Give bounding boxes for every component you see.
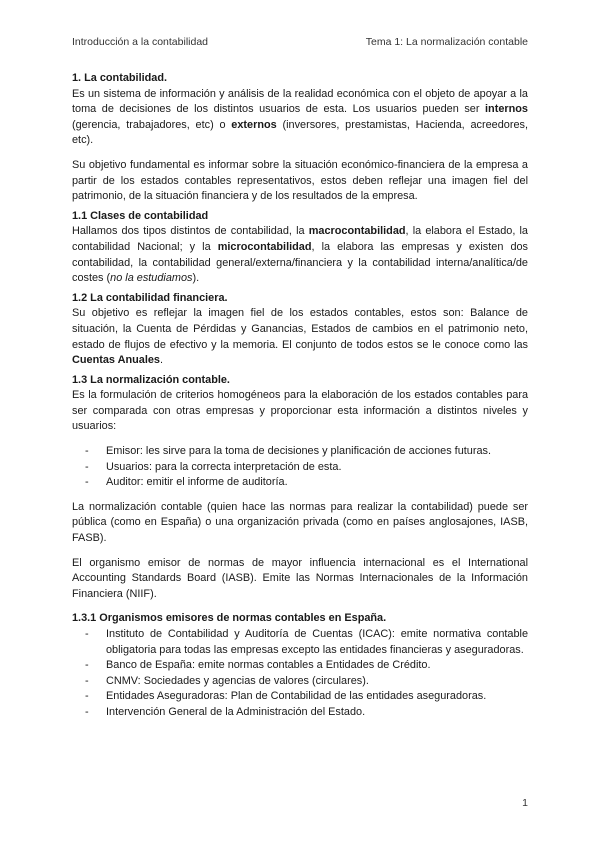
section-1-2-heading: 1.2 La contabilidad financiera. (72, 291, 228, 304)
bold-term-externos: externos (231, 118, 277, 131)
header-topic-title: Tema 1: La normalización contable (365, 36, 528, 48)
list-item: - Intervención General de la Administración del Estado. (106, 705, 528, 721)
section-1-3-intro: Es la formulación de criterios homogéneos para la elaboración de los estados contables para ser comparada con otras empresas y proporcionar esta información a distintos niveles y usuarios: (72, 389, 528, 433)
page-number: 1 (522, 797, 528, 809)
section-1-paragraph-2: Su objetivo fundamental es informar sobre la situación económico-financiera de la empresa a partir de los estados contables representativos, estos deben reflejar una imagen fiel del patrimonio, de la situación financiera y de los resultados de la empresa. (72, 158, 528, 203)
section-1-3-paragraph-2: La normalización contable (quien hace las normas para realizar la contabilidad) puede ser pública (como en España) o una organización privada (como en países anglosajones, IASB, FASB). (72, 500, 528, 545)
section-1-1-paragraph (72, 224, 528, 286)
text-span: . (159, 354, 163, 367)
list-item: - Banco de España: emite normas contables a Entidades de Crédito. (106, 658, 528, 674)
list-item: - Entidades Aseguradoras: Plan de Contabilidad de las entidades aseguradoras. (106, 689, 528, 705)
section-1-heading: 1. La contabilidad. (72, 72, 168, 84)
text-span: , la elabora el Estado, la contabilidad Nacional; y la (72, 225, 528, 253)
section-1-3-paragraph-3: El organismo emisor de normas de mayor influencia internacional es el International Accounting Standards Board (IASB). Emite las Normas Internacionales de la Información Financiera (NIIF). (72, 556, 528, 600)
section-1-2-paragraph (72, 306, 528, 368)
bold-term-macrocontabilidad: macrocontabilidad (308, 225, 406, 238)
header-course-title: Introducción a la contabilidad (72, 36, 209, 48)
text-span: Su objetivo es reflejar la imagen fiel de los estados contables, estos son: Balance de situación, la Cuenta de Pérdidas y Ganancias, Estados de cambios en el patrimonio neto, estado de flujos de efectivo y la memoria. El conjunto de todos estos se le conoce como las (72, 307, 528, 351)
section-1-3-1-heading: 1.3.1 Organismos emisores de normas contables en España. (72, 612, 387, 625)
list-item: - Instituto de Contabilidad y Auditoría de Cuentas (ICAC): emite normativa contable obligatoria para todas las empresas excepto las entidades financieras y aseguradoras. (106, 627, 528, 658)
spain-bodies-list (72, 627, 528, 721)
users-list (72, 444, 528, 491)
text-span: (inversores, prestamistas, Hacienda, acreedores, etc). (72, 118, 528, 147)
list-item: - Emisor: les sirve para la toma de decisiones y planificación de acciones futuras. (106, 444, 528, 460)
section-1-1-heading: 1.1 Clases de contabilidad (72, 209, 209, 222)
bold-term-cuentas-anuales: Cuentas Anuales (72, 354, 160, 367)
bold-term-internos: internos (485, 103, 528, 116)
text-span: Hallamos dos tipos distintos de contabilidad, la (72, 225, 309, 238)
text-span: Es un sistema de información y análisis de la realidad económica con el objeto de apoyar a la toma de decisiones de los distintos usuarios de esta. Los usuarios pueden ser (72, 87, 528, 116)
text-span: (gerencia, trabajadores, etc) o (72, 118, 232, 131)
bold-term-microcontabilidad: microcontabilidad (217, 240, 312, 253)
list-item: - CNMV: Sociedades y agencias de valores (circulares). (106, 674, 528, 690)
section-1-paragraph-1 (72, 87, 528, 149)
text-span: , la elabora las empresas y existen dos contabilidad, la contabilidad general/externa/financiera y la contabilidad interna/analítica/de costes ( (72, 240, 529, 285)
list-item: - Usuarios: para la correcta interpretación de esta. (106, 460, 528, 476)
document-body (72, 71, 528, 721)
page-header (72, 36, 528, 52)
list-item: - Auditor: emitir el informe de auditoría. (106, 475, 528, 491)
text-span: ). (192, 272, 200, 285)
italic-note: no la estudiamos (110, 272, 193, 285)
section-1-3-heading: 1.3 La normalización contable. (72, 373, 230, 386)
